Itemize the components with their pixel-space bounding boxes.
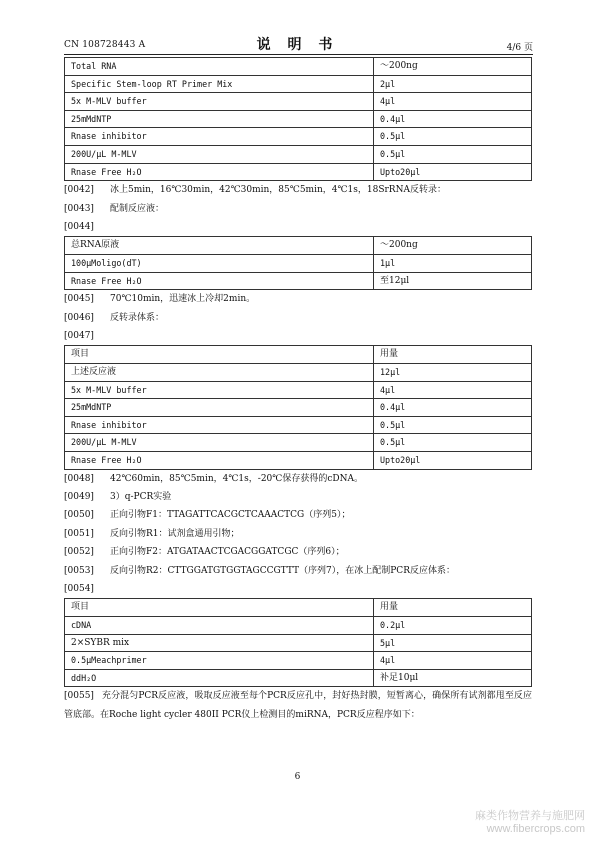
table-row [65,451,532,469]
table-row [65,254,532,272]
page-title: 说 明 书 [256,37,339,53]
amount-cell: 4μl [374,652,532,670]
amount-cell: 补足10μl [374,669,532,687]
amount-cell: 0.4μl [374,110,532,128]
amount-cell: 0.5μl [374,416,532,434]
item-cell: cDNA [65,616,374,634]
amount-cell: 0.5μl [374,128,532,146]
amount-cell: 用量 [374,346,532,364]
item-cell: ddH₂O [65,669,374,687]
paragraph-0050 [64,506,532,524]
paragraph-number: [0053] [64,565,94,576]
paragraph-0042 [64,181,532,199]
item-cell: Rnase inhibitor [65,128,374,146]
paragraph-number: [0047] [64,330,94,341]
amount-cell: 0.5μl [374,145,532,163]
paragraph-text: 正向引物F1：TTAGATTCACGCTCAAACTCG（序列5）； [110,510,351,521]
paragraph-text: 反向引物R1：试剂盒通用引物； [110,528,240,539]
item-cell: 总RNA原液 [65,237,374,255]
paragraph-number: [0042] [64,185,94,196]
item-cell: Specific Stem-loop RT Primer Mix [65,75,374,93]
document-body [64,57,532,724]
header-rule [64,54,533,55]
item-cell: Rnase Free H₂O [65,451,374,469]
paragraph-number: [0048] [64,473,94,484]
watermark-line-1: 麻类作物营养与施肥网 [475,810,585,822]
table-row [65,237,532,255]
amount-cell: Upto20μl [374,163,532,181]
amount-cell: 0.5μl [374,434,532,452]
amount-cell: 4μl [374,381,532,399]
item-cell: 项目 [65,599,374,617]
amount-cell: 5μl [374,634,532,652]
paragraph-number: [0054] [64,583,94,594]
paragraph-text: 42℃60min，85℃5min，4℃1s，-20℃保存获得的cDNA。 [110,473,363,484]
item-cell: 5x M-MLV buffer [65,93,374,111]
table-row [65,399,532,417]
amount-cell: ～200ng [374,58,532,76]
item-cell: Rnase inhibitor [65,416,374,434]
amount-cell: 0.4μl [374,399,532,417]
watermark [475,810,585,836]
paragraph-text: 3）q-PCR实验 [110,491,172,502]
amount-cell: ～200ng [374,237,532,255]
table-row [65,163,532,181]
paragraph-0046 [64,309,532,327]
paragraph-number: [0046] [64,312,94,323]
item-cell: 上述反应液 [65,363,374,381]
paragraph-number: [0044] [64,221,94,232]
table-row [65,416,532,434]
table-row [65,652,532,670]
paragraph-0052 [64,543,532,561]
reagent-table-3 [64,345,532,469]
amount-cell: 2μl [374,75,532,93]
table-row [65,363,532,381]
paragraph-text: 反转录体系： [110,312,165,323]
item-cell: Rnase Free H₂O [65,272,374,290]
item-cell: 0.5μMeachprimer [65,652,374,670]
reagent-table-2 [64,236,532,290]
item-cell: 200U/μL M-MLV [65,145,374,163]
table-row [65,381,532,399]
table-row [65,599,532,617]
paragraph-0053 [64,562,532,580]
paragraph-0048 [64,470,532,488]
table-row [65,128,532,146]
paragraph-0054 [64,580,532,598]
table-row [65,93,532,111]
paragraph-number: [0043] [64,203,94,214]
paragraph-text: 反向引物R2：CTTGGATGTGGTAGCCGTTT（序列7），在冰上配制PCR反应体系： [110,565,455,576]
amount-cell: 至12μl [374,272,532,290]
table-row [65,634,532,652]
paragraph-number: [0052] [64,547,94,558]
item-cell: 25mMdNTP [65,110,374,128]
paragraph-number: [0050] [64,510,94,521]
paragraph-text: 充分混匀PCR反应液，吸取反应液至每个PCR反应孔中，封好热封膜，短暂离心，确保所有试剂都甩至反应管底部。在Roche light cycler 480II PCR仪上检测目的miRNA，PCR反应程序如下： [64,691,532,720]
item-cell: 100μMoligo(dT) [65,254,374,272]
paragraph-number: [0055] [64,691,94,702]
paragraph-text: 冰上5min，16℃30min，42℃30min，85℃5min，4℃1s，18SrRNA反转录： [110,185,446,196]
item-cell: 项目 [65,346,374,364]
page-indicator: 4/6 页 [506,43,533,53]
amount-cell: 4μl [374,93,532,111]
table-row [65,75,532,93]
paragraph-number: [0045] [64,294,94,305]
paragraph-0043 [64,200,532,218]
item-cell: 5x M-MLV buffer [65,381,374,399]
amount-cell: 12μl [374,363,532,381]
table-row [65,434,532,452]
paragraph-0045 [64,290,532,308]
paragraph-number: [0049] [64,491,94,502]
table-row [65,145,532,163]
item-cell: 2×SYBR mix [65,634,374,652]
patent-number: CN 108728443 A [64,40,146,50]
paragraph-0051 [64,525,532,543]
watermark-line-2: www.fibercrops.com [486,823,585,835]
paragraph-0047 [64,327,532,345]
table-row [65,272,532,290]
table-row [65,110,532,128]
paragraph-0049 [64,488,532,506]
table-row [65,616,532,634]
paragraph-text: 配制反应液： [110,203,165,214]
amount-cell: 用量 [374,599,532,617]
footer-page-number: 6 [294,772,301,782]
paragraph-number: [0051] [64,528,94,539]
table-row [65,346,532,364]
amount-cell: 1μl [374,254,532,272]
reagent-table-1 [64,57,532,181]
item-cell: Total RNA [65,58,374,76]
paragraph-text: 正向引物F2：ATGATAACTCGACGGATCGC（序列6）； [110,547,345,558]
table-row [65,58,532,76]
item-cell: 25mMdNTP [65,399,374,417]
item-cell: 200U/μL M-MLV [65,434,374,452]
reagent-table-4 [64,598,532,687]
table-row [65,669,532,687]
amount-cell: Upto20μl [374,451,532,469]
item-cell: Rnase Free H₂O [65,163,374,181]
paragraph-0055 [64,687,532,724]
amount-cell: 0.2μl [374,616,532,634]
paragraph-0044 [64,218,532,236]
paragraph-text: 70℃10min，迅速冰上冷却2min。 [110,294,256,305]
